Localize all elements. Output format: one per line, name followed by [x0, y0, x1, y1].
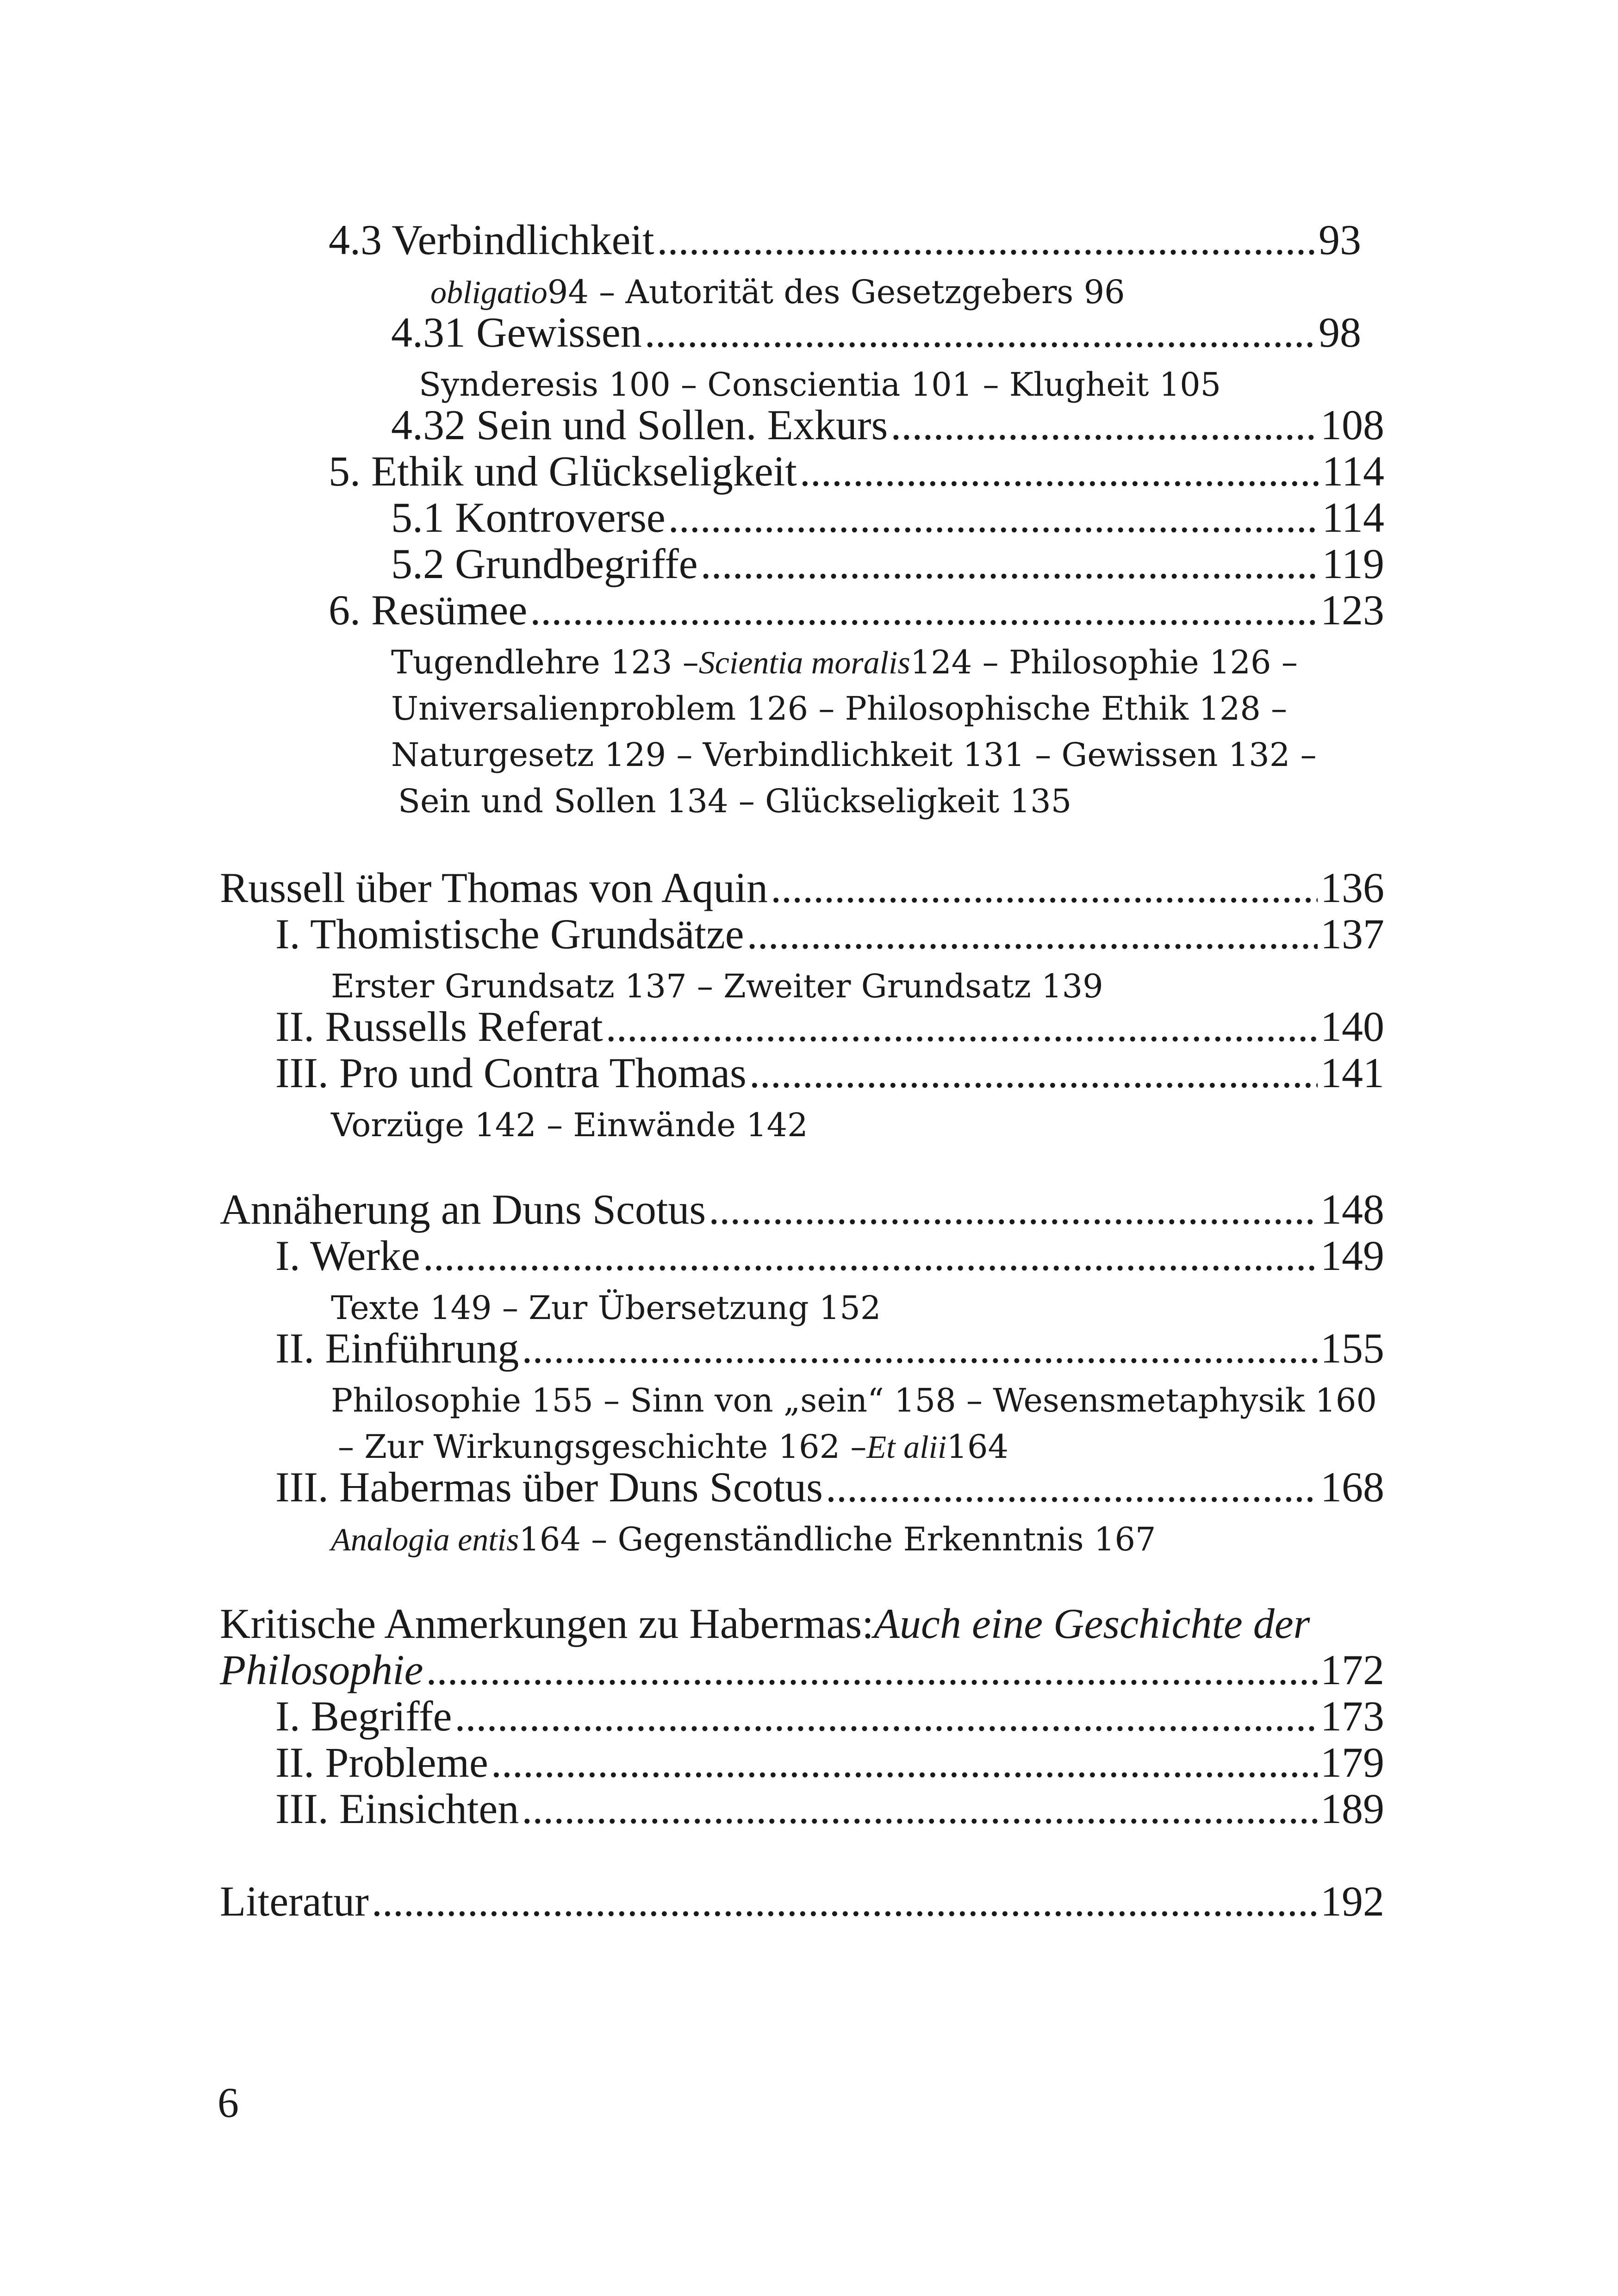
toc-subtopic-text: Naturgesetz 129 – Verbindlichkeit 131 – Gewissen 132 –	[391, 736, 1317, 774]
toc-page-number: 114	[1322, 494, 1384, 541]
toc-subtopic-text: Tugendlehre 123 –	[391, 643, 699, 681]
toc-subtopic-italic: Scientia moralis	[698, 645, 910, 681]
toc-entry	[275, 1738, 1384, 1787]
toc-title: I. Thomistische Grundsätze	[275, 910, 744, 958]
toc-entry	[275, 1002, 1384, 1051]
toc-title: I. Begriffe	[275, 1692, 452, 1740]
leader-dots	[606, 1002, 1318, 1051]
toc-entry	[391, 400, 1384, 449]
toc-subtopic-text: Sein und Sollen 134 – Glückseligkeit 135	[398, 782, 1072, 820]
toc-page-number: 98	[1319, 309, 1361, 356]
toc-subtopic-text: Texte 149 – Zur Übersetzung 152	[331, 1289, 881, 1327]
toc-title: Russell über Thomas von Aquin	[220, 864, 768, 911]
toc-title: 4.31 Gewissen	[391, 309, 642, 356]
toc-entry	[275, 1324, 1384, 1373]
toc-title: 5.1 Kontroverse	[391, 494, 666, 541]
toc-subtopic-text: Universalienproblem 126 – Philosophische Ethik 128 –	[391, 690, 1288, 728]
leader-dots	[645, 308, 1316, 357]
toc-title: 4.3 Verbindlichkeit	[329, 216, 654, 263]
toc-page-number: 114	[1322, 448, 1384, 495]
toc-title-italic: Philosophie	[220, 1646, 423, 1693]
leader-dots	[668, 493, 1319, 542]
toc-subtopic-italic: obligatio	[430, 275, 548, 311]
toc-subtopics	[391, 736, 1317, 774]
toc-page-number: 149	[1320, 1232, 1384, 1279]
leader-dots	[372, 1877, 1318, 1926]
toc-entry	[391, 308, 1361, 357]
toc-page-number: 172	[1320, 1646, 1384, 1693]
toc-chapter	[220, 1599, 1310, 1648]
toc-entry	[275, 909, 1384, 958]
leader-dots	[890, 400, 1318, 449]
toc-page-number: 137	[1320, 910, 1384, 958]
toc-title: II. Probleme	[275, 1739, 488, 1786]
leader-dots	[800, 447, 1319, 496]
toc-entry	[329, 215, 1361, 264]
toc-title: 4.32 Sein und Sollen. Exkurs	[391, 401, 888, 448]
toc-page-number: 93	[1319, 216, 1361, 263]
toc-entry	[275, 1462, 1384, 1512]
toc-subtopics	[338, 1428, 1008, 1466]
toc-entry	[391, 493, 1384, 542]
toc-entry	[275, 1048, 1384, 1097]
toc-page-number: 179	[1320, 1739, 1384, 1786]
toc-subtopic-text: Synderesis 100 – Conscientia 101 – Klugheit 105	[419, 366, 1221, 404]
toc-title: III. Habermas über Duns Scotus	[275, 1463, 823, 1511]
toc-subtopic-italic: Analogia entis	[331, 1522, 519, 1558]
toc-page-number: 140	[1320, 1003, 1384, 1050]
toc-title: Literatur	[220, 1878, 369, 1925]
toc-subtopic-text: Vorzüge 142 – Einwände 142	[331, 1106, 808, 1144]
leader-dots	[657, 215, 1316, 264]
toc-title: II. Russells Referat	[275, 1003, 603, 1050]
toc-title: Kritische Anmerkungen zu Habermas:	[220, 1600, 874, 1647]
toc-page-number: 155	[1320, 1325, 1384, 1372]
toc-page-number: 136	[1320, 864, 1384, 911]
toc-subtopics	[419, 366, 1221, 404]
leader-dots	[749, 1048, 1318, 1097]
toc-page-number: 173	[1320, 1692, 1384, 1740]
toc-entry	[329, 585, 1384, 635]
leader-dots	[423, 1231, 1318, 1280]
toc-entry	[391, 539, 1384, 588]
toc-page-number: 189	[1320, 1785, 1384, 1832]
toc-page-number: 148	[1320, 1186, 1384, 1233]
toc-subtopics	[398, 782, 1071, 820]
toc-title-italic: Auch eine Geschichte der	[873, 1600, 1310, 1647]
toc-title: III. Pro und Contra Thomas	[275, 1049, 747, 1096]
toc-title: 5. Ethik und Glückseligkeit	[329, 448, 797, 495]
leader-dots	[530, 585, 1318, 635]
toc-title: III. Einsichten	[275, 1785, 519, 1832]
toc-chapter	[220, 863, 1384, 912]
toc-subtopic-text: – Zur Wirkungsgeschichte 162 –	[338, 1428, 867, 1466]
toc-subtopic-text: Philosophie 155 – Sinn von „sein“ 158 – Wesensmetaphysik 160	[331, 1381, 1377, 1419]
toc-entry	[275, 1231, 1384, 1280]
toc-page-number: 123	[1320, 586, 1384, 634]
toc-subtopics	[331, 1381, 1377, 1419]
leader-dots	[709, 1185, 1318, 1234]
toc-title: II. Einführung	[275, 1325, 519, 1372]
toc-subtopic-text: Erster Grundsatz 137 – Zweiter Grundsatz 139	[331, 967, 1103, 1005]
toc-entry	[275, 1784, 1384, 1833]
toc-chapter	[220, 1185, 1384, 1234]
toc-page-number: 108	[1320, 401, 1384, 448]
toc-chapter	[220, 1877, 1384, 1926]
toc-subtopics	[430, 273, 1125, 311]
leader-dots	[701, 539, 1319, 588]
toc-subtopic-text: 164	[946, 1428, 1009, 1466]
leader-dots	[747, 909, 1318, 958]
toc-subtopics	[331, 1106, 808, 1144]
leader-dots	[454, 1692, 1318, 1741]
leader-dots	[826, 1462, 1318, 1512]
page-number: 6	[218, 2079, 239, 2126]
toc-subtopics	[391, 690, 1287, 728]
leader-dots	[426, 1645, 1318, 1694]
toc-page-number: 192	[1320, 1878, 1384, 1925]
leader-dots	[771, 863, 1318, 912]
toc-subtopic-text: 124 – Philosophie 126 –	[910, 643, 1298, 681]
toc-subtopic-text: 164 – Gegenständliche Erkenntnis 167	[519, 1520, 1156, 1558]
toc-title: I. Werke	[275, 1232, 420, 1279]
toc-chapter	[220, 1645, 1384, 1694]
toc-page-number: 119	[1322, 540, 1384, 587]
toc-title: 6. Resümee	[329, 586, 528, 634]
toc-subtopics	[331, 967, 1103, 1005]
toc-page-number: 141	[1320, 1049, 1384, 1096]
toc-entry	[329, 447, 1384, 496]
toc-title: 5.2 Grundbegriffe	[391, 540, 698, 587]
toc-subtopics	[331, 1289, 881, 1327]
toc-subtopics	[391, 643, 1298, 682]
toc-title: Annäherung an Duns Scotus	[220, 1186, 706, 1233]
leader-dots	[522, 1324, 1318, 1373]
toc-subtopic-text: 94 – Autorität des Gesetzgebers 96	[547, 273, 1125, 311]
leader-dots	[491, 1738, 1318, 1787]
toc-entry	[275, 1692, 1384, 1741]
toc-page-number: 168	[1320, 1463, 1384, 1511]
toc-subtopics	[331, 1520, 1156, 1559]
leader-dots	[522, 1784, 1318, 1833]
toc-subtopic-italic: Et alii	[866, 1430, 947, 1465]
